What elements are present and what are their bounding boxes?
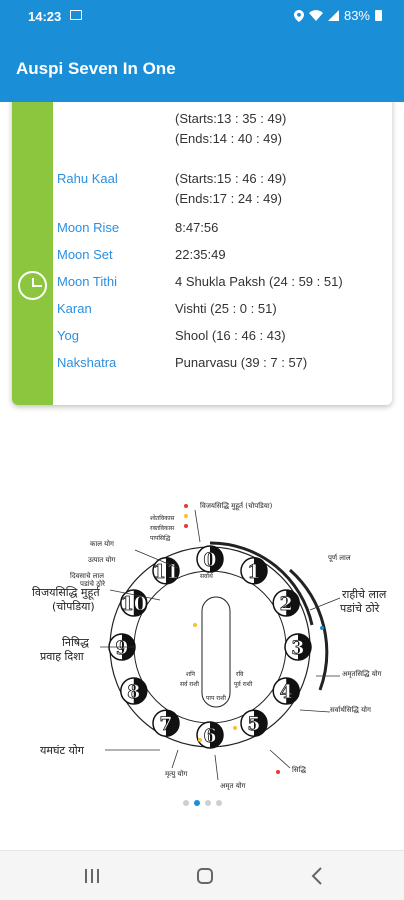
battery-percent: 83%: [343, 8, 370, 23]
wheel-number: 7: [159, 713, 173, 736]
battery-icon: [375, 10, 382, 21]
page-dot[interactable]: [205, 800, 211, 806]
row-value: 8:47:56: [175, 220, 219, 235]
panchang-card: [12, 102, 392, 405]
label-small-right-mid: अमृतसिद्धि योग: [342, 670, 382, 678]
back-icon[interactable]: [306, 865, 330, 887]
label-legend-a: श्वेतविकास: [150, 515, 175, 522]
row-label: Karan: [57, 301, 92, 316]
row-values: [175, 109, 286, 149]
row-label: Moon Rise: [57, 220, 120, 235]
label-vijay-muhurta: विजयसिद्धि मुहूर्त: [32, 586, 100, 599]
label-inner-f: पाप राशी: [206, 695, 226, 702]
page-dot[interactable]: [183, 800, 189, 806]
wheel-number: 3: [291, 637, 305, 659]
label-inner-a: सर्वार्थ: [200, 573, 213, 580]
page-indicator: [0, 800, 404, 806]
row-values: [175, 169, 286, 209]
row-value: Punarvasu (39 : 7 : 57): [175, 355, 308, 370]
row-value: 4 Shukla Paksh (24 : 59 : 51): [175, 274, 343, 289]
row-label: Yog: [57, 328, 79, 343]
label-inner-b: शनि: [186, 671, 195, 678]
row-value: Shool (16 : 46 : 43): [175, 328, 286, 343]
gallery-icon: [70, 10, 82, 20]
label-small-bottom-mid: अमृत योग: [220, 782, 246, 790]
label-top: विजयसिद्धि मुहूर्त (चोपडिया): [200, 502, 273, 510]
app-bar: [0, 30, 404, 102]
row-label: Moon Set: [57, 247, 113, 262]
label-rahu-lal: राहीचे लाल: [342, 588, 387, 601]
location-icon: [294, 10, 304, 22]
label-small-bottom-right: सिद्धि: [292, 766, 306, 774]
muhurta-wheel-diagram: [10, 450, 400, 840]
label-inner-e: पूर्व राशी: [234, 681, 253, 688]
value-line: (Starts:13 : 35 : 49): [175, 111, 287, 126]
label-yamghant-yog: यमघंट योग: [40, 744, 84, 757]
card-accent-strip: [12, 102, 53, 405]
wheel-number: 5: [247, 713, 261, 736]
wheel-number: 11: [152, 560, 180, 583]
wheel-number: 2: [279, 593, 293, 615]
label-legend-c: पापसिद्धि: [150, 535, 171, 542]
wheel-number: 4: [279, 681, 293, 703]
home-icon[interactable]: [193, 865, 217, 887]
label-legend-b: रक्तविकास: [150, 525, 175, 532]
label-small-left-b: उत्पात योग: [88, 556, 116, 564]
recent-apps-icon[interactable]: [80, 865, 104, 887]
row-label: Moon Tithi: [57, 274, 117, 289]
label-rahu-lal-sub: पडांचे ठोरे: [340, 602, 380, 615]
label-nishiddh-sub: प्रवाह दिशा: [40, 650, 84, 663]
label-inner-c: रवि: [236, 671, 244, 678]
page-dot-active[interactable]: [194, 800, 200, 806]
system-nav-bar: [0, 850, 404, 900]
label-vijay-muhurta-sub: (चोपडिया): [52, 600, 95, 613]
clock-icon: [18, 271, 47, 300]
wheel-number: 6: [203, 725, 217, 747]
label-nishiddh: निषिद्ध: [62, 636, 89, 649]
value-line: (Ends:14 : 40 : 49): [175, 131, 282, 146]
signal-icon: [328, 10, 339, 21]
label-small-left-a: काल योग: [90, 540, 114, 548]
label-small-left-d: पडांचे ठोरे: [80, 580, 105, 588]
row-value: 22:35:49: [175, 247, 226, 262]
value-line: (Starts:15 : 46 : 49): [175, 171, 287, 186]
wheel-number: 0: [203, 549, 217, 571]
label-small-left-c: दिवसाचे लाल: [70, 572, 104, 580]
label-small-right-top: पूर्ण लाल: [328, 554, 351, 562]
row-label: Rahu Kaal: [57, 171, 118, 186]
wheel-number: 1: [247, 560, 261, 583]
row-label: Nakshatra: [57, 355, 117, 370]
app-title: Auspi Seven In One: [16, 59, 176, 78]
main-content[interactable]: [0, 102, 404, 850]
wheel-number: 9: [115, 637, 129, 659]
wifi-icon: [309, 10, 323, 21]
status-time: 14:23: [28, 9, 62, 24]
status-bar: [0, 0, 404, 30]
status-icons: [294, 8, 382, 23]
label-small-right-low: सर्वार्थसिद्धि योग: [330, 706, 371, 714]
value-line: (Ends:17 : 24 : 49): [175, 191, 282, 206]
wheel-number: 8: [127, 681, 141, 703]
label-small-bottom-left: मृत्यु योग: [165, 770, 188, 778]
wheel-number: 10: [120, 593, 148, 615]
row-value: Vishti (25 : 0 : 51): [175, 301, 277, 316]
page-dot[interactable]: [216, 800, 222, 806]
label-inner-d: सर्व राशी: [180, 681, 199, 688]
